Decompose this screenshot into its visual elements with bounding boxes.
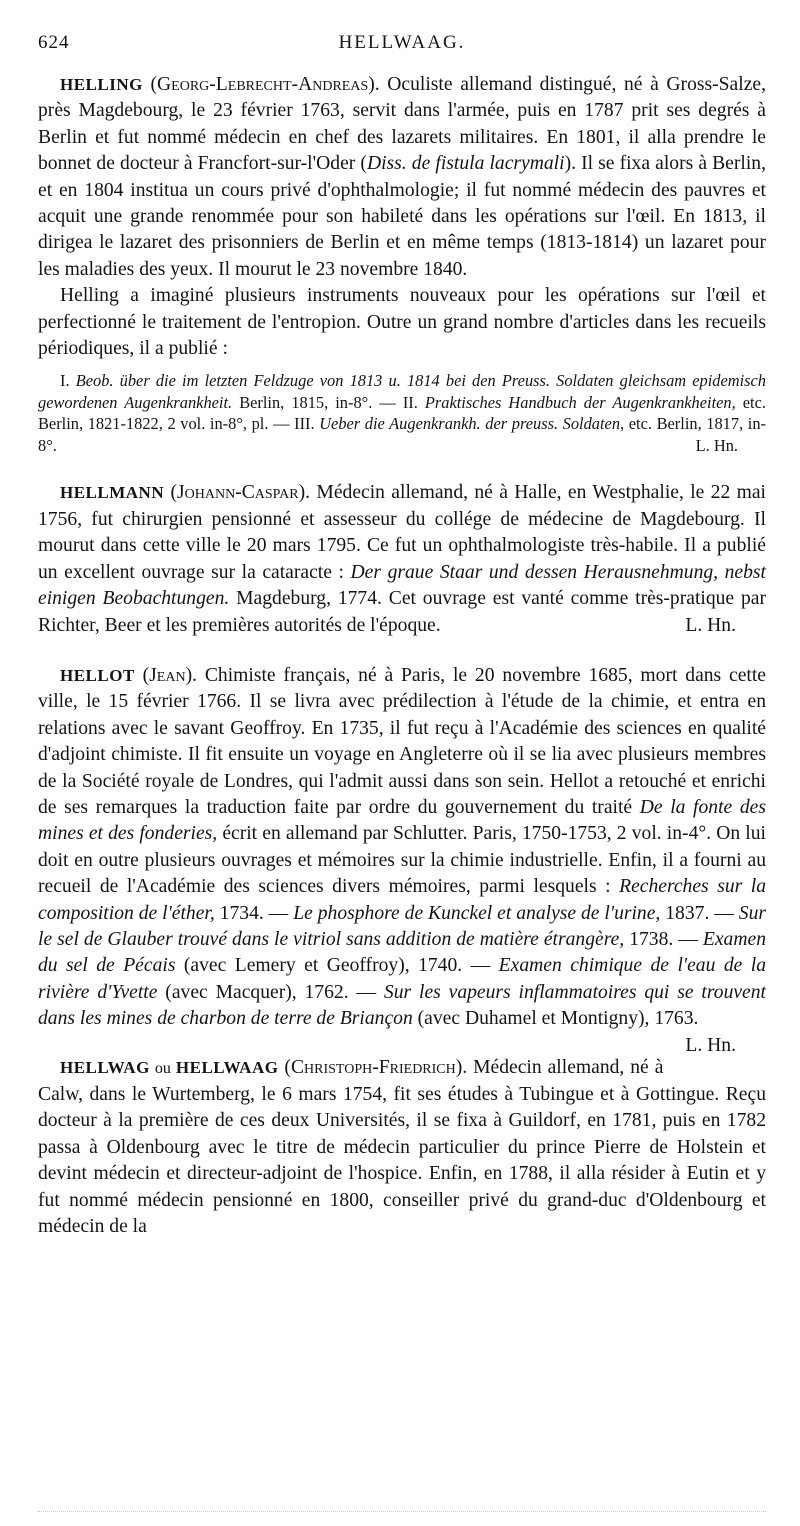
text-helling-a: Oculiste allemand distingué, né à Gross-Salze, près Magdebourg, le 23 février 1763, servit dans l'armée, puis en 1787 prit ses degrés à Berlin et fut nommé médecin en chef des lazarets militaires. En 1801, il alla prendre le bonnet de docteur à Francfort-sur-l'Oder ( (38, 74, 766, 175)
headword-hellot: HELLOT (60, 665, 135, 685)
title-hellot: Le phosphore de Kunckel et analyse de l'urine, (293, 902, 661, 924)
bleed-through-line (38, 1511, 766, 1516)
headword-hellwag: HELLWAG (60, 1057, 150, 1077)
names-hellwag: (Christoph-Friedrich). (284, 1056, 468, 1078)
entry-hellot (38, 663, 767, 1056)
text-hellmann-a: Médecin allemand, né à Halle, en Westphalie, le 22 mai 1756, fut chirurgien pensionné et assesseur du collége de médecine de Magdebourg. Il mourut dans cette ville le 20 mars 1795. Ce fut un ophthalmologiste très-habile. Il a publié un excellent ouvrage sur la cataracte : (38, 482, 767, 583)
bibliography-helling (38, 370, 766, 456)
connector-ou: ou (149, 1059, 176, 1077)
signature-hellmann: L. Hn. (685, 614, 736, 636)
page-header (38, 24, 766, 56)
text-hellot: (avec Lemery et Geoffroy), 1740. — (175, 955, 499, 977)
entry-hellmann (38, 480, 766, 638)
headword-hellmann: HELLMANN (60, 483, 165, 503)
names-hellmann: (Johann-Caspar). (170, 482, 311, 504)
text-hellot: 1734. — (214, 902, 294, 924)
signature-helling: L. Hn. (695, 435, 738, 455)
running-head: HELLWAAG. (338, 32, 466, 53)
entry-hellwag (38, 1055, 766, 1241)
text-hellot: 1837. — (660, 902, 739, 924)
bib-title: Beob. über die im letzten Feldzuge von 1813 u. 1814 bei den Preuss. Soldaten gleichsam epidemisch gewordenen Augenkrankheit. (38, 371, 767, 412)
text-helling-b: ). Il se fixa alors à Berlin, et en 1804 institua un cours privé d'ophthalmologie; il fut nommé médecin des pauvres et acquit une grande renommée pour son habileté dans les opérations sur l'œil. En 1813, il dirigea le lazaret des prisonniers de Berlin et en même temps (1813-1814) un lazaret pour les maladies des yeux. Il mourut le 23 novembre 1840. (38, 153, 766, 280)
text-helling-it: Diss. de fistula lacrymali (366, 153, 565, 175)
title-hellot: Examen chimique de l'eau de la rivière d'Yvette (38, 955, 767, 1003)
title-hellot: Examen du sel de Pécais (38, 928, 766, 977)
bib-title: Praktisches Handbuch der Augenkrankheiten, (424, 392, 736, 412)
text-hellot: (avec Duhamel et Montigny), 1763. (412, 1008, 699, 1030)
entry-helling (38, 72, 766, 283)
title-hellot: Sur le sel de Glauber trouvé dans le vitriol sans addition de matière étrangère, (38, 902, 767, 950)
text-hellwag: Médecin allemand, né à Calw, dans le Wurtemberg, le 6 mars 1754, fit ses études à Tubingue et à Gottingue. Reçu docteur à la première de ces deux Universités, il se fixa à Guildorf, en 1781, puis en 1782 passa à Oldenbourg avec le titre de médecin particulier du prince Pierre de Holstein et devint médecin et directeur-adjoint de l'hospice. Enfin, en 1788, il alla résider à Eutin et y fut nommé médecin pensionné en 1800, conseiller privé du grand-duc d'Oldenbourg et médecin de la (38, 1056, 766, 1238)
bib-part: Berlin, 1815, in-8°. — II. (232, 392, 425, 412)
page-number: 624 (38, 32, 70, 53)
names-hellot: (Jean). (142, 664, 198, 686)
bib-part: etc. Berlin, 1817, in-8°. (38, 414, 767, 455)
bib-part: I. (60, 371, 76, 391)
text-hellmann-b: Magdeburg, 1774. Cet ouvrage est vanté comme très-pratique par Richter, Beer et les premières autorités de l'époque. (38, 588, 766, 636)
title-hellot: De la fonte des mines et des fonderies, (38, 796, 766, 845)
names-helling: (Georg-Lebrecht-Andreas). (150, 74, 380, 95)
text-hellmann-it: Der graue Staar und dessen Herausnehmung, nebst einigen Beobachtungen. (38, 561, 766, 610)
headword-helling: HELLING (60, 75, 143, 94)
text-hellot: Chimiste français, né à Paris, le 20 novembre 1685, mort dans cette ville, le 15 février 1766. Il se livra avec prédilection à l'étude de la chimie, et entra en relations avec le savant Geoffroy. En 1735, il fut reçu à l'Académie des sciences en qualité d'adjoint chimiste. Il fit ensuite un voyage en Angleterre où il se lia avec plusieurs membres de la Société royale de Londres, qui l'admit aussi dans son sein. Hellot a retouché et enrichi de ses remarques la traduction faite par ordre du gouvernement du traité (38, 664, 766, 818)
text-hellot: (avec Macquer), 1762. — (157, 981, 384, 1003)
headword-hellwaag: HELLWAAG (175, 1057, 279, 1077)
signature-hellot: L. Hn. (685, 1034, 736, 1056)
paragraph-helling-2: Helling a imaginé plusieurs instruments nouveaux pour les opérations sur l'œil et perfectionné le traitement de l'entropion. Outre un grand nombre d'articles dans les recueils périodiques, il a publié : (38, 285, 766, 360)
text-hellot: 1738. — (624, 928, 703, 950)
title-hellot: Recherches sur la composition de l'éther, (38, 876, 767, 924)
title-hellot: Sur les vapeurs inflammatoires qui se trouvent dans les mines de charbon de terre de Briançon (38, 981, 766, 1030)
bib-part: etc. Berlin, 1821-1822, 2 vol. in-8°, pl. — III. (38, 392, 766, 434)
bib-title: Ueber die Augenkrankh. der preuss. Soldaten, (319, 414, 625, 434)
text-hellot: écrit en allemand par Schlutter. Paris, 1750-1753, 2 vol. in-4°. On lui doit en outre plusieurs ouvrages et mémoires sur la chimie industrielle. Enfin, il a fourni au recueil de l'Académie des sciences divers mémoires, parmi lesquels : (38, 823, 766, 898)
